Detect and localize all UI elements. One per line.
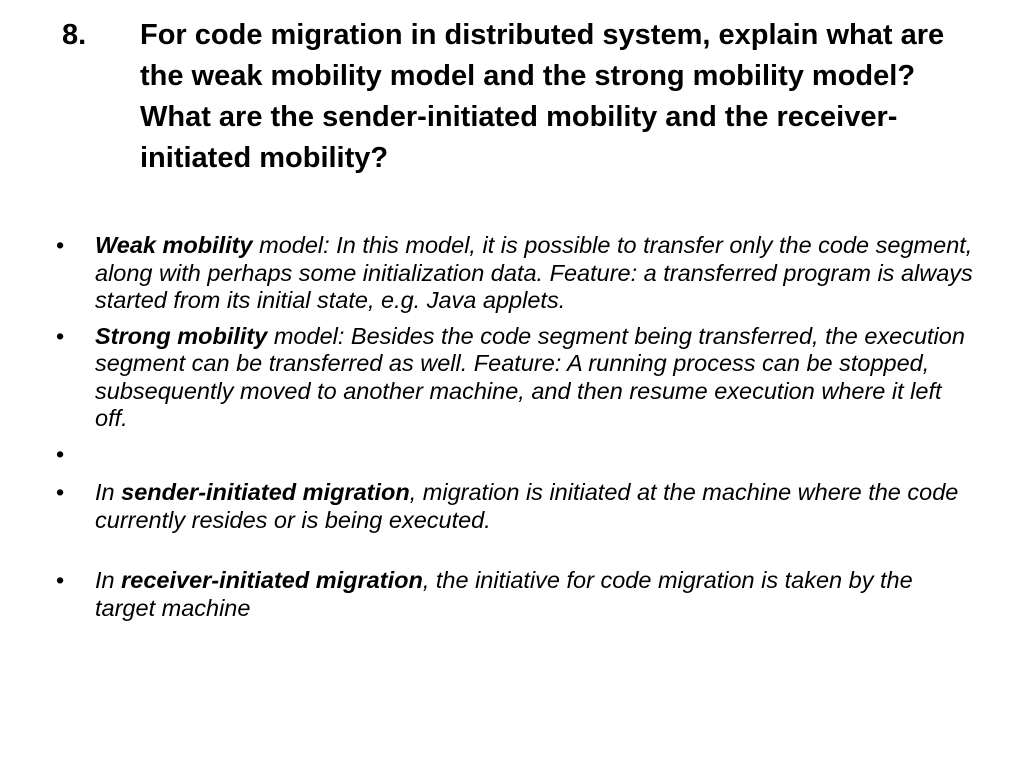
bullet-weak-mobility <box>56 232 976 315</box>
bullet-strong-mobility <box>56 323 976 433</box>
bullet-sender-initiated <box>56 479 976 534</box>
bullet-prefix: In <box>95 567 122 593</box>
bullet-term: Strong mobility <box>95 322 268 349</box>
bullet-prefix: In <box>95 479 122 505</box>
bullet-dot: • <box>56 567 65 593</box>
bullet-dot: • <box>56 322 65 349</box>
bullet-text: , migration is initiated at the machine where the code currently resides or is being executed. <box>95 479 959 533</box>
question-text: For code migration in distributed system, explain what are the weak mobility model and the strong mobility model? What are the sender-initiated mobility and the receiver-initiated mobility? <box>140 19 945 174</box>
bullet-term: receiver-initiated migration <box>121 567 423 593</box>
bullet-text: model: In this model, it is possible to transfer only the code segment, along with perhaps some initialization data. Feature: a transferred program is always started from its initial state, e.g. Java applets. <box>95 232 973 313</box>
bullet-dot: • <box>56 479 65 505</box>
bullet-text: , the initiative for code migration is taken by the target machine <box>95 567 913 621</box>
bullet-list <box>56 232 976 630</box>
bullet-empty <box>56 441 976 469</box>
bullet-term: sender-initiated migration <box>121 479 410 505</box>
bullet-term: Weak mobility <box>95 232 253 258</box>
bullet-text: model: Besides the code segment being transferred, the execution segment can be transferred as well. Feature: A running process can be stopped, subsequently moved to another machine, and then resume execution where it left off. <box>95 322 965 431</box>
question-number: 8. <box>62 19 87 51</box>
bullet-dot: • <box>56 232 65 258</box>
slide-title <box>62 15 962 179</box>
bullet-receiver-initiated <box>56 567 976 622</box>
bullet-dot: • <box>56 440 65 467</box>
